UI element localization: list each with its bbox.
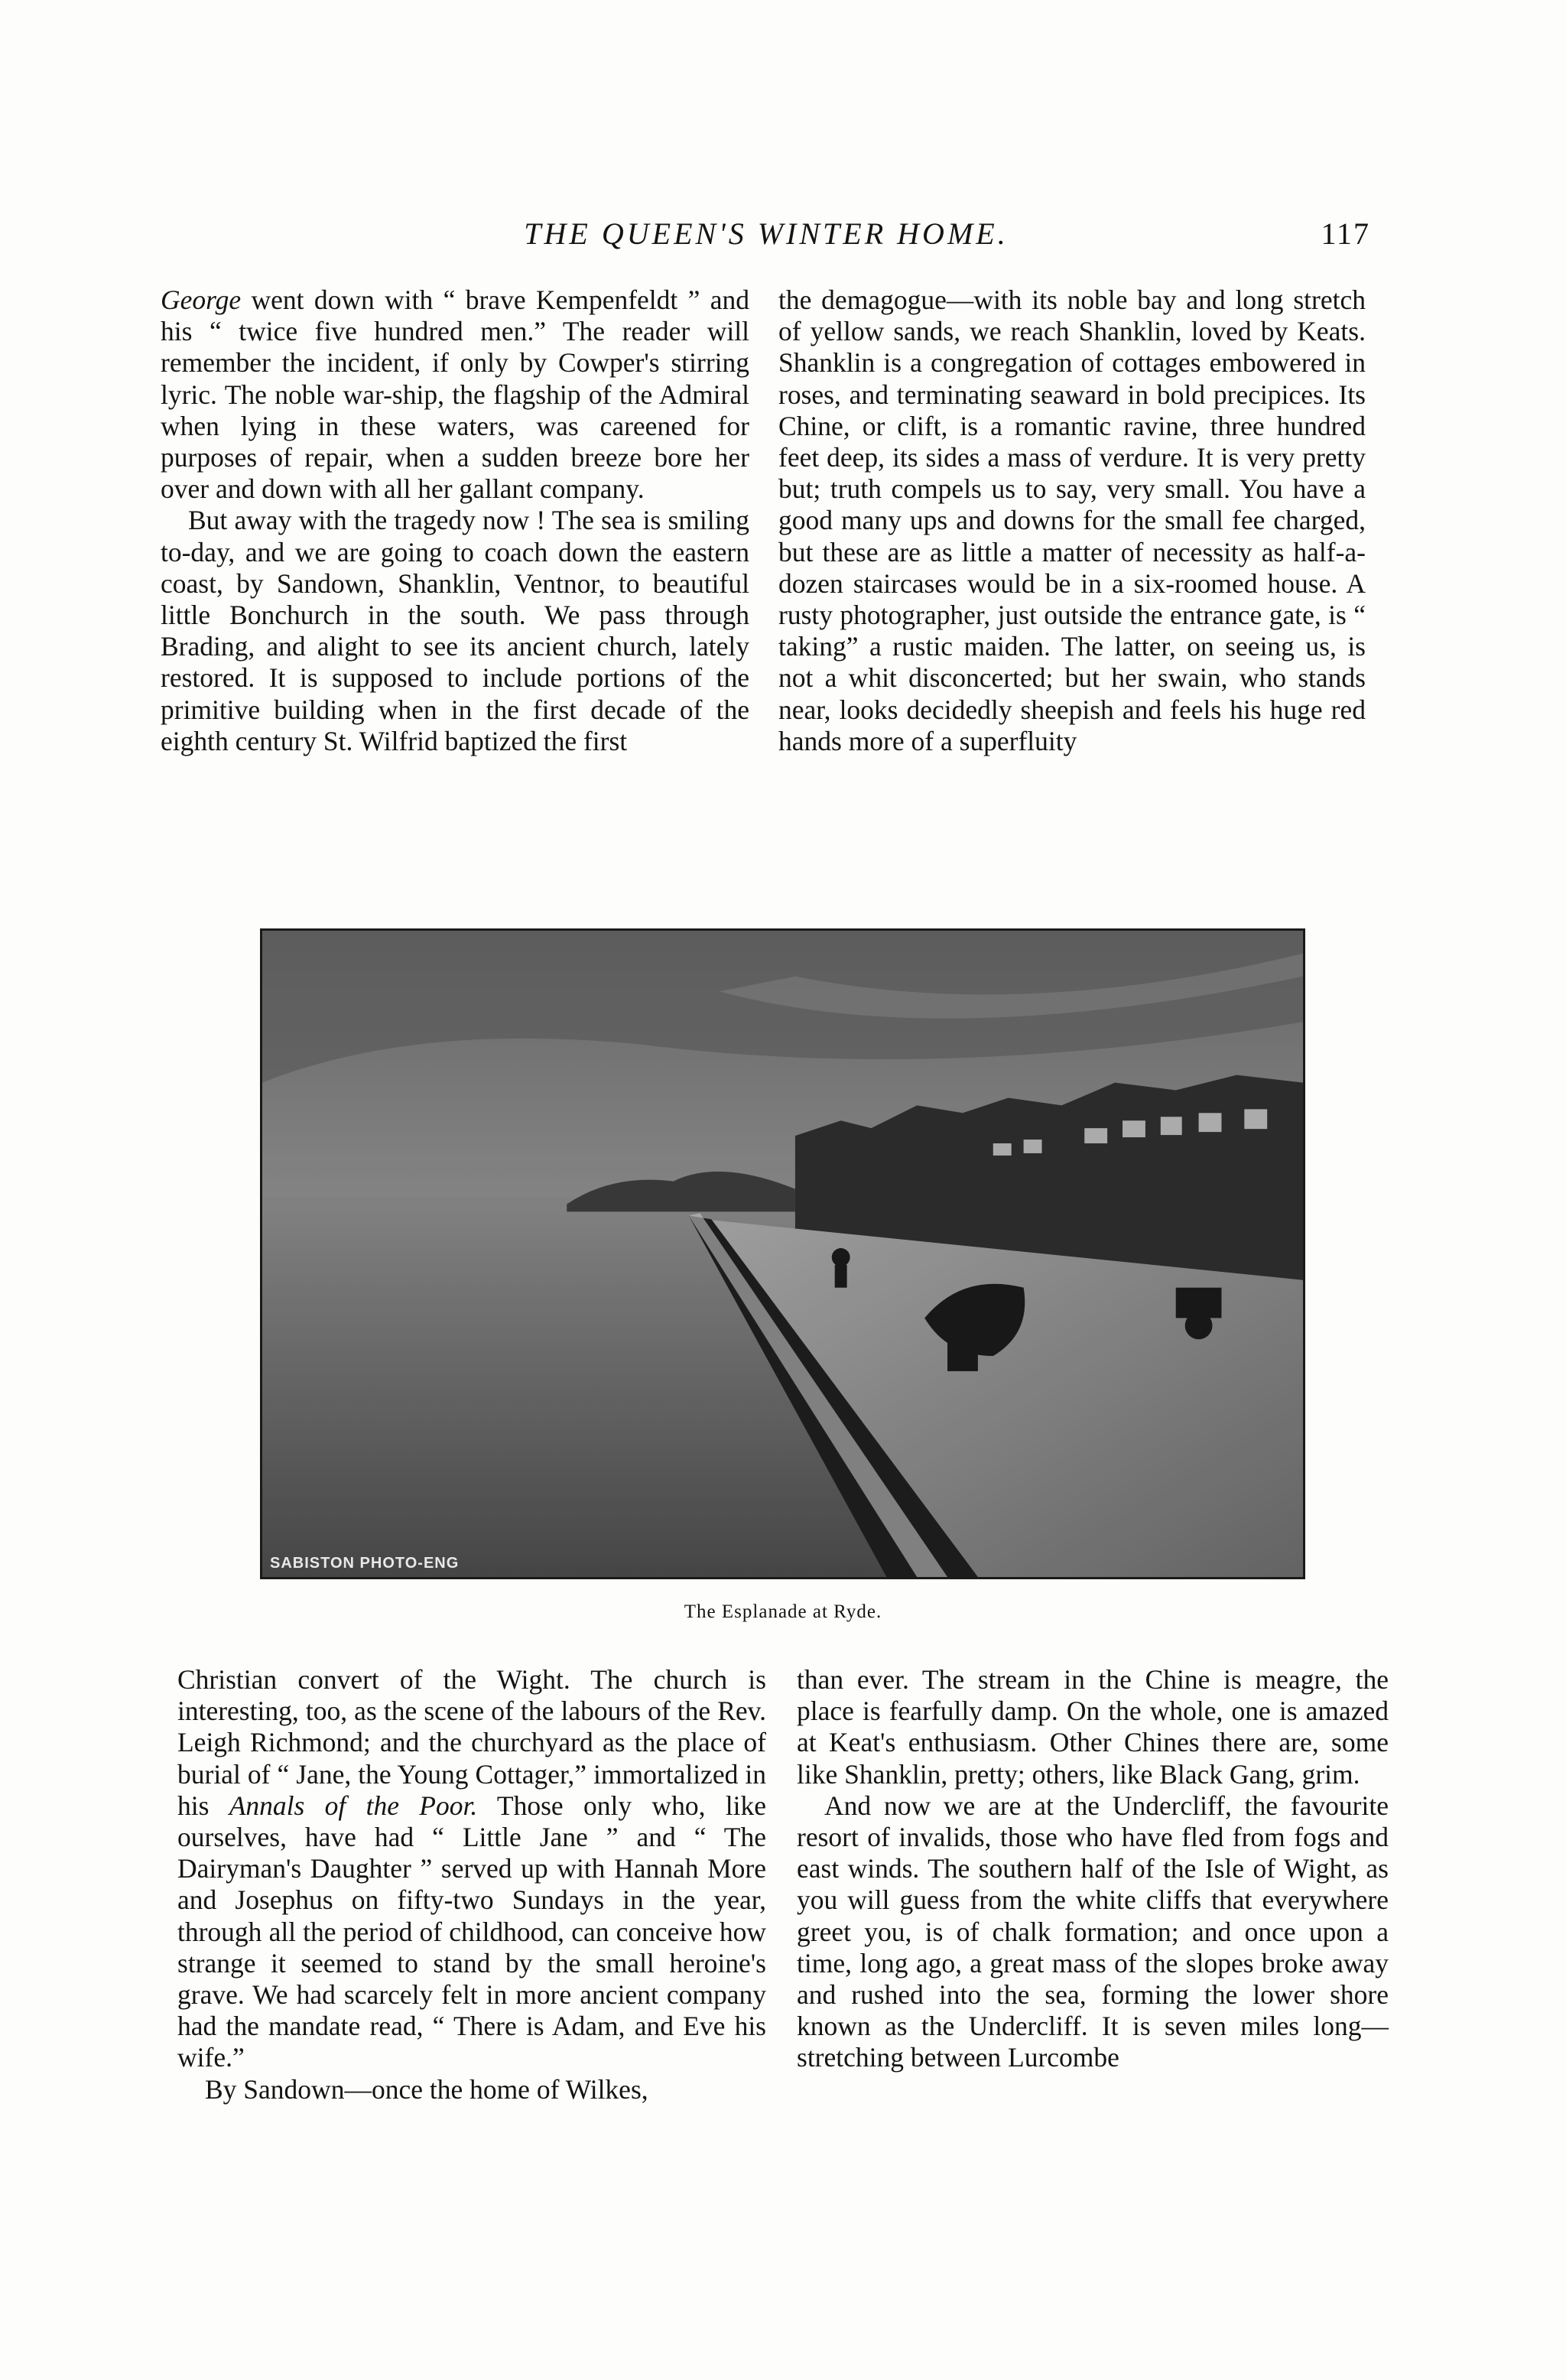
paragraph-text: Christian convert of the Wight. The church is interesting, too, as the scene of the labours of the Rev. Leigh Richmond; and the churchyard as the place of burial of “ Jane, the Young Cottager,” immortalized in his (177, 1664, 766, 1821)
paragraph: the demagogue—with its noble bay and long stretch of yellow sands, we reach Shanklin, loved by Keats. Shanklin is a congregation of cottages embowered in roses, and terminating seaward in bold precipices. Its Chine, or clift, is a romantic ravine, three hundred feet deep, its sides a mass of verdure. It is very pretty but; truth compels us to say, very small. You have a good many ups and downs for the small fee charged, but these are as little a matter of necessity as half-a-dozen staircases would be in a six-roomed house. A rusty photographer, just outside the entrance gate, is “ taking” a rustic maiden. The latter, on seeing us, is not a whit disconcerted; but her swain, who stands near, looks decidedly sheepish and feels his huge red hands more of a superfluity (778, 284, 1366, 756)
column-bottom-right (797, 1664, 1389, 2074)
photo-illustration (262, 931, 1303, 1577)
paragraph: than ever. The stream in the Chine is meagre, the place is fearfully damp. On the whole, one is amazed at Keat's enthusiasm. Other Chines there are, some like Shanklin, pretty; others, like Black Gang, grim. (797, 1664, 1389, 1790)
paragraph-text: went down with “ brave Kempenfeldt ” and his “ twice five hundred men.” The reader will remember the incident, if only by Cowper's stirring lyric. The noble war-ship, the flagship of the Admiral when lying in these waters, was careened for purposes of repair, when a sudden breeze bore her over and down with all her gallant company. (161, 284, 749, 505)
running-title: THE QUEEN'S WINTER HOME. (524, 216, 1009, 251)
engraver-credit: SABISTON PHOTO-ENG (270, 1555, 460, 1572)
page-number: 117 (1321, 216, 1370, 251)
running-head (162, 216, 1370, 262)
column-bottom-left (177, 1664, 766, 2105)
paragraph-text: Those only who, like ourselves, have had “ Little Jane ” and “ The Dairyman's Daughter ” served up with Hannah More and Josephus on fifty-two Sundays in the year, through all the period of childhood, can conceive how strange it seemed to stand by the small heroine's grave. We had scarcely felt in more ancient company had the mandate read, “ There is Adam, and Eve his wife.” (177, 1790, 766, 2073)
paragraph (177, 1664, 766, 2074)
book-title: Annals of the Poor. (229, 1790, 478, 1821)
paragraph (161, 284, 749, 505)
figure-caption: The Esplanade at Ryde. (684, 1601, 882, 1622)
column-top-left (161, 284, 749, 757)
esplanade-photograph (260, 928, 1305, 1579)
paragraph: By Sandown—once the home of Wilkes, (205, 2073, 648, 2105)
paragraph: And now we are at the Undercliff, the favourite resort of invalids, those who have fled from fogs and east winds. The southern half of the Isle of Wight, as you will guess from the white cliffs that everywhere greet you, is of chalk formation; and once upon a time, long ago, a great mass of the slopes broke away and rushed into the sea, forming the lower shore known as the Undercliff. It is seven miles long—stretching between Lurcombe (797, 1790, 1389, 2073)
ship-name: George (161, 284, 242, 315)
column-top-right (778, 284, 1366, 757)
paragraph: But away with the tragedy now ! The sea is smiling to-day, and we are going to coach down the eastern coast, by Sandown, Shanklin, Ventnor, to beautiful little Bonchurch in the south. We pass through Brading, and alight to see its ancient church, lately restored. It is supposed to include portions of the primitive building when in the first decade of the eighth century St. Wilfrid baptized the first (161, 505, 749, 756)
